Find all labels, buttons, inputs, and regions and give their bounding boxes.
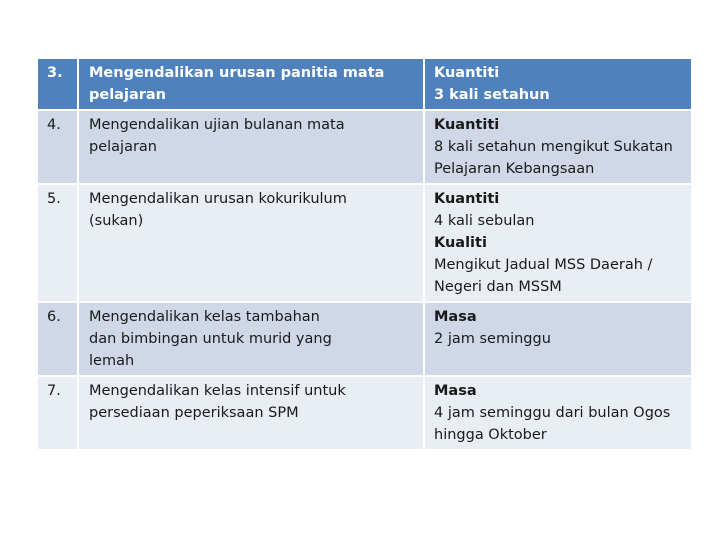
table-row <box>38 376 691 450</box>
table-row <box>38 184 691 302</box>
measure-value: Negeri dan MSSM <box>434 279 562 295</box>
task-line: (sukan) <box>89 213 144 229</box>
task-line: pelajaran <box>89 87 166 103</box>
table-row <box>38 110 691 184</box>
measure-label: Kuantiti <box>434 117 500 133</box>
task-table <box>38 59 691 451</box>
measure-cell <box>424 110 691 184</box>
measure-cell <box>424 376 691 450</box>
task-table-body <box>38 59 691 450</box>
measure-cell <box>424 302 691 376</box>
task-line: Mengendalikan urusan kokurikulum <box>89 191 347 207</box>
measure-value: 4 kali sebulan <box>434 213 535 229</box>
table-row <box>38 59 691 110</box>
task-description <box>78 376 424 450</box>
task-line: pelajaran <box>89 139 157 155</box>
task-line: persediaan peperiksaan SPM <box>89 405 299 421</box>
row-number: 5. <box>38 184 78 302</box>
measure-label: Kualiti <box>434 235 487 251</box>
measure-value: 3 kali setahun <box>434 87 550 103</box>
measure-label: Kuantiti <box>434 65 500 81</box>
measure-value: 8 kali setahun mengikut Sukatan <box>434 139 673 155</box>
task-line: Mengendalikan kelas intensif untuk <box>89 383 346 399</box>
row-number: 7. <box>38 376 78 450</box>
measure-label: Masa <box>434 383 477 399</box>
task-description <box>78 184 424 302</box>
measure-value: Mengikut Jadual MSS Daerah / <box>434 257 653 273</box>
measure-label: Masa <box>434 309 477 325</box>
table-row <box>38 302 691 376</box>
task-description <box>78 302 424 376</box>
measure-cell <box>424 59 691 110</box>
task-line: Mengendalikan ujian bulanan mata <box>89 117 345 133</box>
task-line: Mengendalikan kelas tambahan <box>89 309 320 325</box>
task-description <box>78 59 424 110</box>
measure-cell <box>424 184 691 302</box>
task-description <box>78 110 424 184</box>
measure-label: Kuantiti <box>434 191 500 207</box>
row-number: 6. <box>38 302 78 376</box>
measure-value: Pelajaran Kebangsaan <box>434 161 595 177</box>
row-number: 3. <box>38 59 78 110</box>
measure-value: 2 jam seminggu <box>434 331 551 347</box>
measure-value: 4 jam seminggu dari bulan Ogos <box>434 405 671 421</box>
task-line: dan bimbingan untuk murid yang <box>89 331 332 347</box>
task-line: lemah <box>89 353 135 369</box>
measure-value: hingga Oktober <box>434 427 547 443</box>
row-number: 4. <box>38 110 78 184</box>
task-line: Mengendalikan urusan panitia mata <box>89 65 385 81</box>
